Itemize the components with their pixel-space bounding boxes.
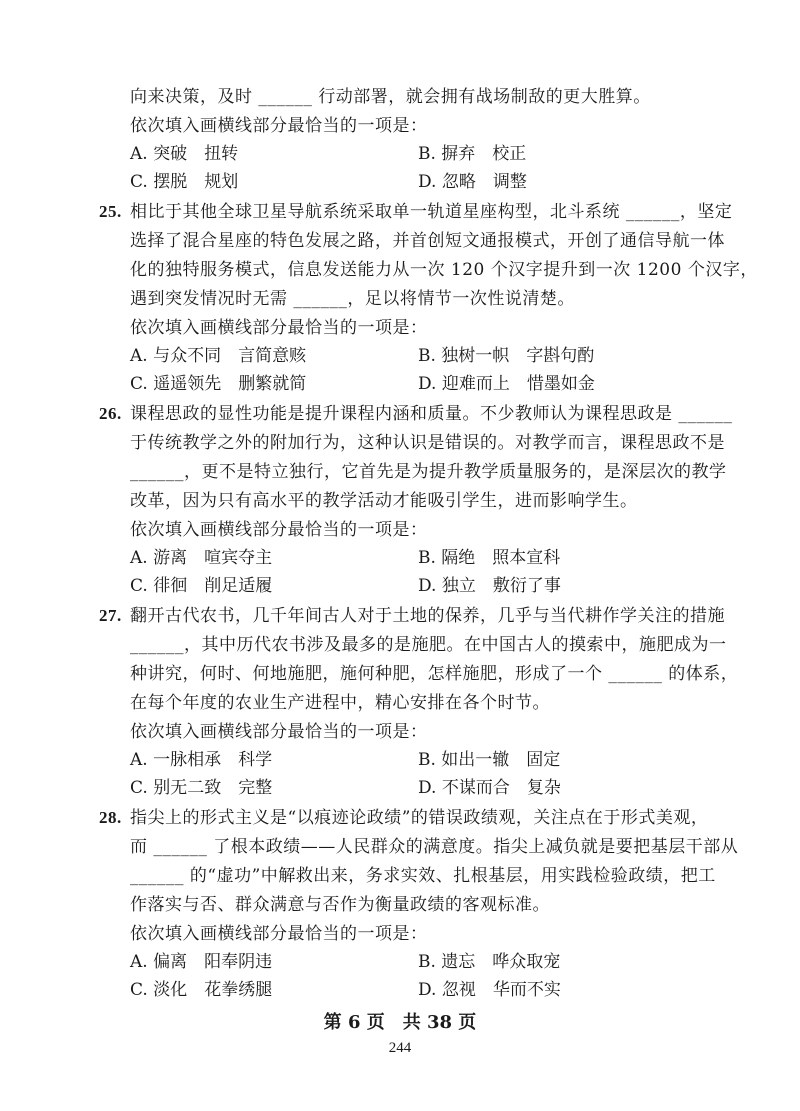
option-a: A. 游离 喧宾夺主 (130, 548, 273, 568)
text-line: ______，其中历代农书涉及最多的是施肥。在中国古人的摸索中，施肥成为一 (130, 635, 727, 655)
text-line: 选择了混合星座的特色发展之路，并首创短文通报模式，开创了通信导航一体 (130, 231, 725, 251)
option-d: D. 迎难而上 惜墨如金 (418, 374, 595, 394)
text-line: 课程思政的显性功能是提升课程内涵和质量。不少教师认为课程思政是 ______ (130, 404, 733, 424)
page-number: 244 (388, 1040, 412, 1056)
question-prompt: 依次填入画横线部分最恰当的一项是： (130, 520, 428, 540)
option-c: C. 淡化 花拳绣腿 (130, 980, 273, 1000)
question-prompt: 依次填入画横线部分最恰当的一项是： (130, 924, 428, 944)
text-line: 化的独特服务模式，信息发送能力从一次 120 个汉字提升到一次 1200 个汉字， (130, 260, 758, 280)
question-prompt: 依次填入画横线部分最恰当的一项是： (130, 722, 428, 742)
option-a: A. 一脉相承 科学 (130, 750, 273, 770)
option-b: B. 独树一帜 字斟句酌 (418, 346, 595, 366)
text-line: 指尖上的形式主义是“以痕迹论政绩”的错误政绩观，关注点在于形式美观， (130, 808, 709, 828)
text-line: ______，更不是特立独行，它首先是为提升教学质量服务的，是深层次的教学 (130, 462, 727, 482)
option-c: C. 摆脱 规划 (130, 172, 239, 192)
text-line: 种讲究，何时、何地施肥，施何种肥，怎样施肥，形成了一个 ______ 的体系， (130, 664, 739, 684)
text-line: 遇到突发情况时无需 ______，足以将情节一次性说清楚。 (130, 289, 575, 309)
option-d: D. 忽略 调整 (418, 172, 527, 192)
text-line: 向来决策，及时 ______ 行动部署，就会拥有战场制敌的更大胜算。 (130, 87, 651, 107)
page-indicator: 第 6 页 共 38 页 (323, 1012, 477, 1033)
text-line: 而 ______ 了根本政绩——人民群众的满意度。指尖上减负就是要把基层干部从 (130, 837, 739, 857)
question-prompt: 依次填入画横线部分最恰当的一项是： (130, 116, 428, 136)
option-c: C. 别无二致 完整 (130, 778, 273, 798)
option-a: A. 突破 扭转 (130, 144, 239, 164)
option-d: D. 忽视 华而不实 (418, 980, 561, 1000)
text-line: 改革，因为只有高水平的教学活动才能吸引学生，进而影响学生。 (130, 491, 638, 511)
question-number: 26. (99, 404, 122, 423)
option-d: D. 不谋而合 复杂 (418, 778, 561, 798)
question-number: 27. (99, 606, 122, 625)
question-number: 25. (99, 202, 122, 221)
text-line: 在每个年度的农业生产进程中，精心安排在各个时节。 (130, 693, 550, 713)
option-b: B. 隔绝 照本宣科 (418, 548, 561, 568)
text-line: 于传统教学之外的附加行为，这种认识是错误的。对教学而言，课程思政不是 (130, 433, 725, 453)
question-prompt: 依次填入画横线部分最恰当的一项是： (130, 318, 428, 338)
option-b: B. 如出一辙 固定 (418, 750, 561, 770)
question-number: 28. (99, 808, 122, 827)
option-c: C. 遥遥领先 删繁就简 (130, 374, 307, 394)
text-line: 相比于其他全球卫星导航系统采取单一轨道星座构型，北斗系统 ______，坚定 (130, 202, 733, 222)
text-line: ______ 的“虚功”中解救出来，务求实效、扎根基层，用实践检验政绩，把工 (130, 866, 716, 886)
text-line: 翻开古代农书，几千年间古人对于土地的保养，几乎与当代耕作学关注的措施 (130, 606, 725, 626)
option-b: B. 遗忘 哗众取宠 (418, 952, 561, 972)
text-line: 作落实与否、群众满意与否作为衡量政绩的客观标准。 (130, 895, 550, 915)
option-a: A. 与众不同 言简意赅 (130, 346, 307, 366)
option-d: D. 独立 敷衍了事 (418, 576, 561, 596)
option-c: C. 徘徊 削足适履 (130, 576, 273, 596)
option-a: A. 偏离 阳奉阴违 (130, 952, 273, 972)
option-b: B. 摒弃 校正 (418, 144, 527, 164)
